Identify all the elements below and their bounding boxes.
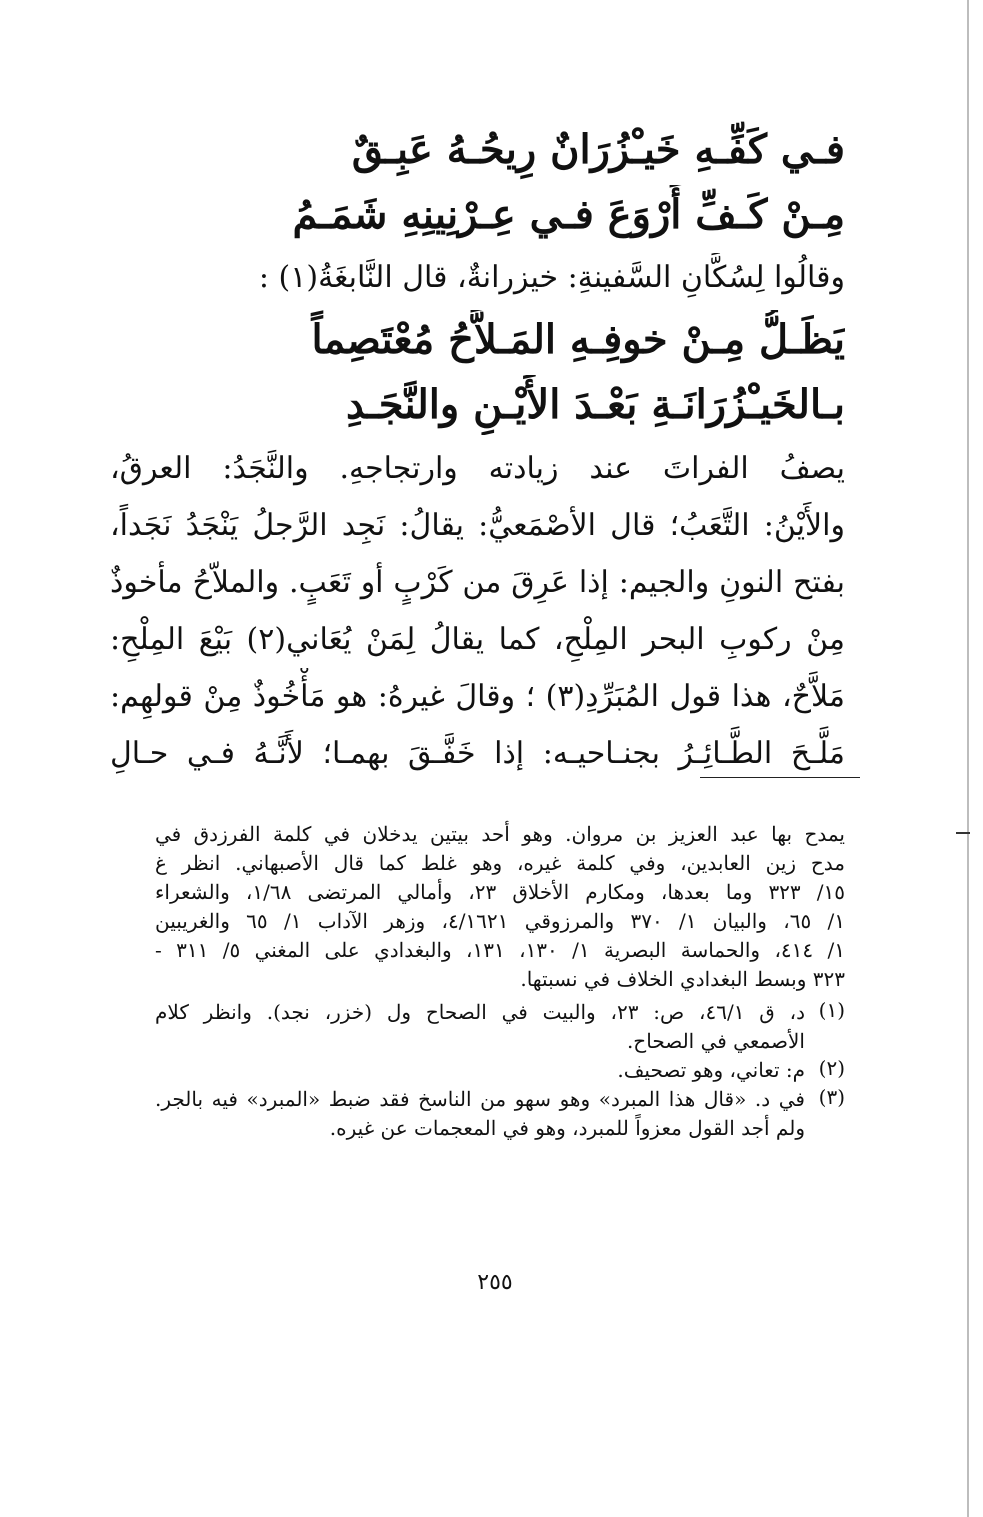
page-edge-line [967, 0, 969, 1517]
paragraph-line: يصفُ الفراتَ عند زيادته وارتجاجهِ. والنَّجَدُ: العرقُ، [110, 451, 845, 486]
verse-line-2: مِـنْ كَـفِّ أَرْوَعَ فـي عِـرْنِينِهِ شَمَـمُ [292, 191, 845, 238]
margin-mark [956, 832, 970, 834]
footnote-number: (١) [818, 998, 845, 1022]
footnote-continued-line: ٣٢٣ وبسط البغدادي الخلاف في نسبتها. [520, 967, 845, 991]
intro-line: وقالُوا لِسُكَّانِ السَّفينةِ: خيزرانةٌ، قال النَّابغَةُ(١) : [258, 260, 845, 295]
footnote-continued-line: ١/ ٤١٤، والحماسة البصرية ١/ ١٣٠، ١٣١، والبغدادي على المغني ٥/ ٣١١ - [155, 938, 845, 962]
paragraph-line: بفتح النونِ والجيم: إذا عَرِقَ من كَرْبٍ أو تَعَبٍ. والملاّحُ مأخوذٌ [110, 565, 845, 600]
paragraph-line: والأَيْنُ: التَّعَبُ؛ قال الأصْمَعيُّ: يقالُ: نَجِد الرَّجلُ يَنْجَدُ نَجَداً، [110, 508, 845, 543]
footnote-line: الأصمعي في الصحاح. [626, 1029, 805, 1053]
footnote-1 [155, 998, 845, 1056]
footnote-continued-line: ١/ ٦٥، والبيان ١/ ٣٧٠ والمرزوقي ٤/١٦٢١، وزهر الآداب ١/ ٦٥ والغريبين [155, 909, 845, 933]
verse-line-4: بـالخَيـْزُرَانَـةِ بَعْـدَ الأَيْـنِ والنَّجَـدِ [345, 381, 845, 428]
footnote-continued-line: يمدح بها عبد العزيز بن مروان. وهو أحد بيتين يدخلان في كلمة الفرزدق في [155, 822, 845, 846]
footnote-line: في د. «قال هذا المبرد» وهو سهو من الناسخ فقد ضبط «المبرد» فيه بالجر. [155, 1087, 805, 1111]
footnote-number: (٣) [818, 1085, 845, 1109]
paragraph-line: مِنْ ركوبِ البحر المِلْحِ، كما يقالُ لِمَنْ يُعَاني(٢) بَيْعَ المِلْحِ: [110, 622, 845, 657]
paragraph-line: مَلَّـحَ الطَّـائِـرُ بجنـاحيـه: إذا خَفَّـقَ بهمـا؛ لأَنَّـهُ فـي حـالِ [110, 736, 845, 771]
footnote-number: (٢) [818, 1056, 845, 1080]
footnote-line: د، ق ٤٦/١، ص: ٢٣، والبيت في الصحاح ول (خزر، نجد). وانظر كلام [155, 1000, 805, 1024]
footnotes-section [155, 820, 845, 1143]
paragraph-line: مَلاَّحٌ، هذا قول المُبَرِّدِ(٣) ؛ وقالَ غيرهُ: هو مَأْخُوذٌ مِنْ قولهِم: [110, 679, 845, 714]
footnote-3 [155, 1085, 845, 1143]
footnote-2 [155, 1056, 845, 1085]
footnote-line: م: تعاني، وهو تصحيف. [617, 1058, 805, 1082]
verse-line-3: يَظَـلُّ مِـنْ خوفِـهِ المَـلاَّحُ مُعْتَصِماً [311, 316, 845, 363]
footnote-continued-line: مدح زين العابدين، وفي كلمة غيره، وهو غلط كما قال الأصبهاني. انظر غ [155, 851, 845, 875]
footnote-continued-line: ١٥/ ٣٢٣ وما بعدها، ومكارم الأخلاق ٢٣، وأمالي المرتضى ١/٦٨، والشعراء [155, 880, 845, 904]
footnote-separator [700, 777, 860, 778]
footnote-line: ولم أجد القول معزواً للمبرد، وهو في المعجمات عن غيره. [329, 1116, 805, 1140]
verse-line-1: فـي كَفِّـهِ خَيـْزُرَانٌ رِيحُـهُ عَبِـقٌ [351, 126, 845, 173]
page-number: ٢٥٥ [477, 1270, 513, 1295]
body-paragraph [110, 440, 845, 782]
